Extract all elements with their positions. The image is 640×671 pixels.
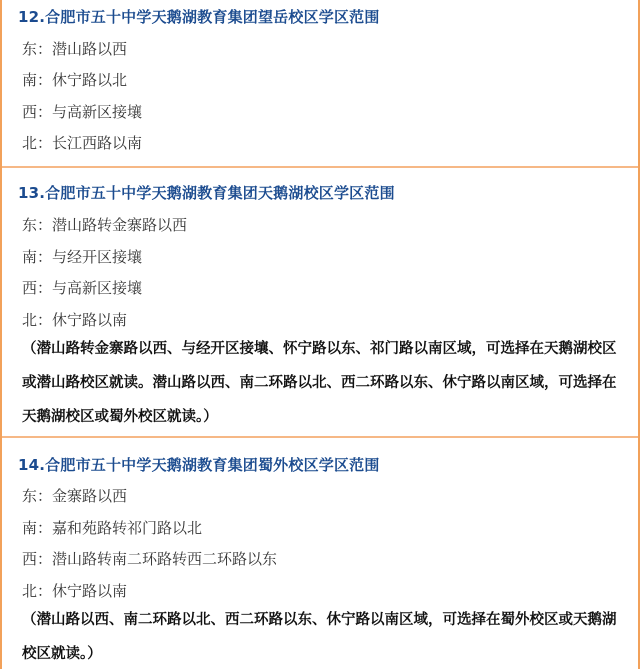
left-border — [0, 0, 2, 669]
section-12-north: 北：长江西路以南 — [22, 134, 143, 152]
section-divider — [2, 436, 638, 438]
section-12-south: 南：休宁路以北 — [22, 71, 128, 89]
section-13-east: 东：潜山路转金寨路以西 — [22, 216, 188, 234]
section-12-heading: 12.合肥市五十中学天鹅湖教育集团望岳校区学区范围 — [18, 8, 380, 26]
section-14-south: 南：嘉和苑路转祁门路以北 — [22, 519, 203, 537]
section-13-note: （潜山路转金寨路以西、与经开区接壤、怀宁路以东、祁门路以南区域，可选择在天鹅湖校区或潜山路校区就读。潜山路以西、南二环路以北、西二环路以东、休宁路以南区域，可选择在天鹅湖校区或蜀外校区就读。） — [22, 341, 617, 425]
section-12-west: 西：与高新区接壤 — [22, 103, 143, 121]
section-13-heading: 13.合肥市五十中学天鹅湖教育集团天鹅湖校区学区范围 — [18, 184, 395, 202]
section-13-west: 西：与高新区接壤 — [22, 279, 143, 297]
section-14-note: （潜山路以西、南二环路以北、西二环路以东、休宁路以南区域，可选择在蜀外校区或天鹅湖校区就读。） — [22, 612, 617, 662]
section-14-west: 西：潜山路转南二环路转西二环路以东 — [22, 550, 278, 568]
section-divider — [2, 166, 638, 168]
section-13-south: 南：与经开区接壤 — [22, 248, 143, 266]
section-14-heading: 14.合肥市五十中学天鹅湖教育集团蜀外校区学区范围 — [18, 456, 380, 474]
section-12-east: 东：潜山路以西 — [22, 40, 128, 58]
section-14-north: 北：休宁路以南 — [22, 582, 128, 600]
section-14-east: 东：金寨路以西 — [22, 487, 128, 505]
section-13-north: 北：休宁路以南 — [22, 311, 128, 329]
